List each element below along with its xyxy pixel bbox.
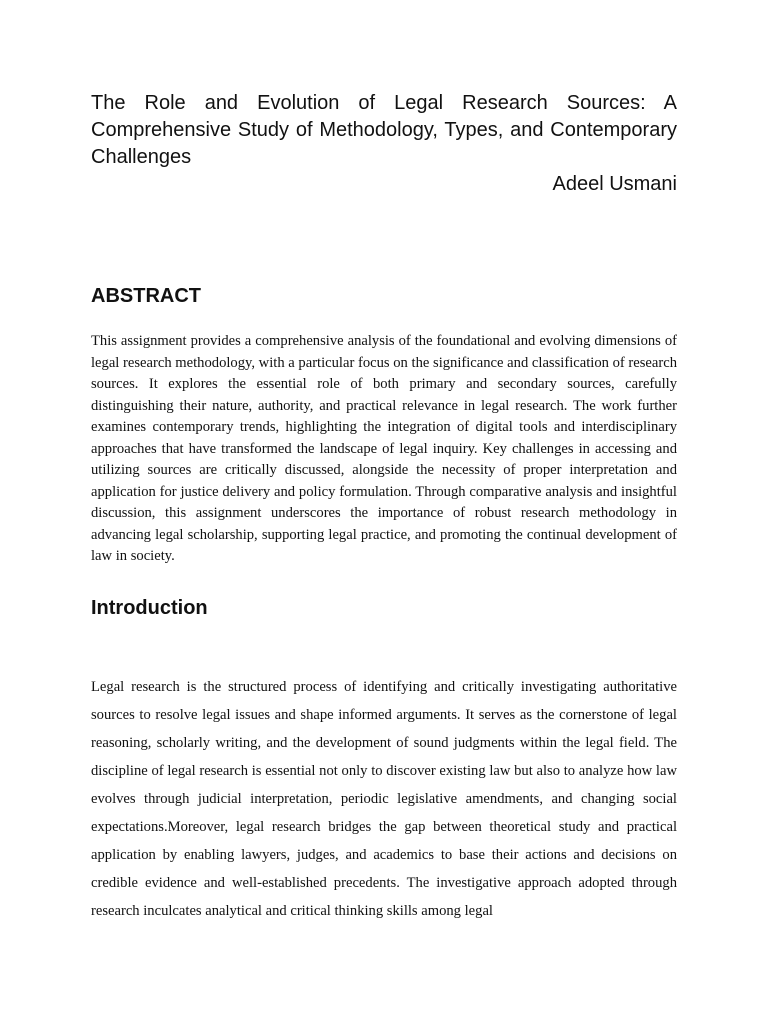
abstract-paragraph: This assignment provides a comprehensive analysis of the foundational and evolving dimensions of legal research methodology, with a particular focus on the significance and classification of research sources. It explores the essential role of both primary and secondary sources, carefully distinguishing their nature, authority, and practical relevance in legal research. The work further examines contemporary trends, highlighting the integration of digital tools and interdisciplinary approaches that have transformed the landscape of legal inquiry. Key challenges in accessing and utilizing sources are critically discussed, alongside the necessity of proper interpretation and application for justice delivery and policy formulation. Through comparative analysis and insightful discussion, this assignment underscores the importance of robust research methodology in advancing legal scholarship, supporting legal practice, and promoting the continual development of law in society. <box>91 333 677 564</box>
document-author: Adeel Usmani <box>552 173 677 195</box>
abstract-heading: ABSTRACT <box>91 285 201 307</box>
introduction-heading: Introduction <box>91 597 208 619</box>
introduction-paragraph: Legal research is the structured process of identifying and critically investigating authoritative sources to resolve legal issues and shape informed arguments. It serves as the cornerstone of legal reasoning, scholarly writing, and the development of sound judgments within the legal field. The discipline of legal research is essential not only to discover existing law but also to analyze how law evolves through judicial interpretation, periodic legislative amendments, and changing social expectations.Moreover, legal research bridges the gap between theoretical study and practical application by enabling lawyers, judges, and academics to base their actions and decisions on credible evidence and well-established precedents. The investigative approach adopted through research inculcates analytical and critical thinking skills among legal <box>91 679 677 919</box>
document-page <box>91 90 677 919</box>
document-title: The Role and Evolution of Legal Research Sources: A Comprehensive Study of Methodology, Types, and Contemporary Challenges <box>91 92 677 168</box>
